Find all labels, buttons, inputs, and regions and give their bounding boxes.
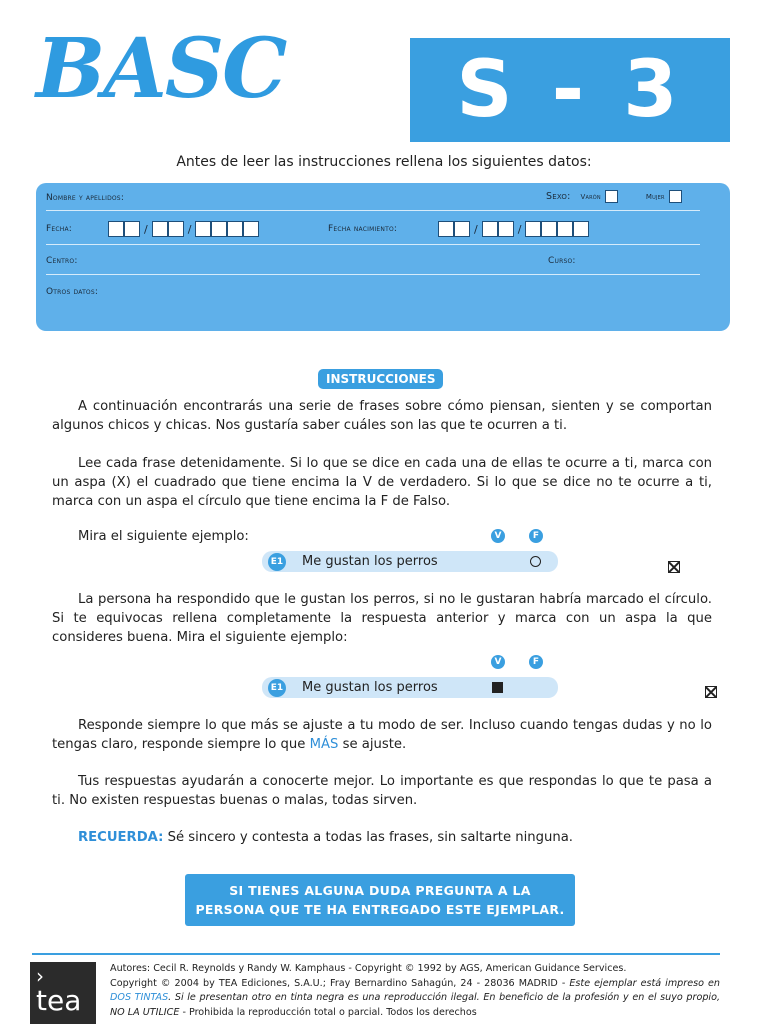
example-text: Me gustan los perros <box>302 554 438 569</box>
example-badge: E1 <box>268 553 286 571</box>
false-header-icon-2: F <box>529 655 543 669</box>
course-label: Curso: <box>548 256 576 266</box>
form-row-center <box>46 244 700 275</box>
example-1-row <box>262 551 558 572</box>
credits-rights: - Prohibida la reproducción total o parcial. Todos los derechos <box>179 1006 477 1018</box>
false-circle-empty[interactable] <box>530 556 541 567</box>
date-year-box-3[interactable] <box>227 221 243 237</box>
example-2-row <box>262 677 558 698</box>
instructions-paragraph-5: Tus respuestas ayudarán a conocerte mejor. Lo importante es que respondas lo que te pasa a ti. No existen respuestas buenas o malas, todas sirven. <box>52 774 712 808</box>
tea-logo <box>30 962 96 1024</box>
tea-logo-word: tea <box>36 984 82 1017</box>
instructions-paragraph-2: Lee cada frase detenidamente. Si lo que se dice en cada una de ellas te ocurre a ti, marca con un aspa (X) el cuadrado que tiene encima la V de verdadero. Si lo que se dice no te ocurre a ti, marca con un aspa el círculo que tiene encima la F de Falso. <box>52 456 712 509</box>
instructions-heading: INSTRUCCIONES <box>318 369 443 389</box>
birth-year-box-4[interactable] <box>573 221 589 237</box>
copyright-credits <box>110 962 720 1020</box>
date-month-box-1[interactable] <box>152 221 168 237</box>
level-banner: S - 3 <box>410 38 730 142</box>
male-label: Varón <box>580 192 601 201</box>
footer-rule <box>32 953 720 955</box>
name-label: Nombre y apellidos: <box>46 193 125 203</box>
personal-data-form <box>36 183 730 331</box>
birth-year-box-2[interactable] <box>541 221 557 237</box>
birth-day-box-1[interactable] <box>438 221 454 237</box>
birth-year-box-3[interactable] <box>557 221 573 237</box>
cta-line-1: SI TIENES ALGUNA DUDA PREGUNTA A LA <box>229 883 531 898</box>
birth-month-box-1[interactable] <box>482 221 498 237</box>
credits-copyright: Copyright © 2004 by TEA Ediciones, S.A.U.; Fray Bernardino Sahagún, 24 - 28036 MADRID - <box>110 977 570 989</box>
true-header-icon: V <box>491 529 505 543</box>
instructions-paragraph-1: A continuación encontrarás una serie de frases sobre cómo piensan, sienten y se comportan algunos chicos y chicas. Nos gustaría saber cuáles son las que te ocurren a ti. <box>52 399 712 433</box>
date-field[interactable] <box>108 221 259 237</box>
credits-notice-b: . Si le presentan otro en tinta negra es una reproducción ilegal. En beneficio de la profesión y en el suyo propio, NO LA UTILICE <box>110 992 720 1018</box>
remember-text: Sé sincero y contesta a todas las frases, sin saltarte ninguna. <box>163 830 573 845</box>
example-text-2: Me gustan los perros <box>302 680 438 695</box>
basc-logo: BASC <box>36 21 286 117</box>
female-label: Mujer <box>645 192 665 201</box>
cta-line-2: PERSONA QUE TE HA ENTREGADO ESTE EJEMPLAR. <box>195 902 565 917</box>
date-day-box-2[interactable] <box>124 221 140 237</box>
date-day-box-1[interactable] <box>108 221 124 237</box>
birth-date-field[interactable] <box>438 221 589 237</box>
tea-logo-mark-icon: › <box>36 964 44 988</box>
female-checkbox[interactable] <box>669 190 682 203</box>
birth-slash-2: / <box>517 222 522 236</box>
birth-month-box-2[interactable] <box>498 221 514 237</box>
form-intro: Antes de leer las instrucciones rellena los siguientes datos: <box>176 154 592 170</box>
example-intro: Mira el siguiente ejemplo: <box>78 529 249 544</box>
p4-text-a: Responde siempre lo que más se ajuste a tu modo de ser. Incluso cuando tengas dudas y no lo tengas claro, responde siempre lo que <box>52 718 712 752</box>
date-year-box-2[interactable] <box>211 221 227 237</box>
false-circle-crossed[interactable] <box>705 686 717 698</box>
credits-notice-a: Este ejemplar está impreso en <box>569 977 721 989</box>
instructions-paragraph-3: La persona ha respondido que le gustan los perros, si no le gustaran habría marcado el círculo. Si te equivocas rellena completamente la respuesta anterior y marca con un aspa la que consideres buena. Mira el siguiente ejemplo: <box>52 592 712 645</box>
remember-label: RECUERDA: <box>78 830 164 845</box>
instructions-paragraph-4 <box>52 716 712 754</box>
birth-year-box-1[interactable] <box>525 221 541 237</box>
example-badge-2: E1 <box>268 679 286 697</box>
male-checkbox[interactable] <box>605 190 618 203</box>
true-header-icon-2: V <box>491 655 505 669</box>
birth-date-label: Fecha nacimiento: <box>328 224 398 234</box>
form-row-name <box>46 183 700 211</box>
other-data-label: Otros datos: <box>46 287 99 297</box>
date-label: Fecha: <box>46 224 73 234</box>
date-year-box-1[interactable] <box>195 221 211 237</box>
sex-group <box>546 190 682 203</box>
credits-two-inks: DOS TINTAS <box>110 992 169 1003</box>
true-box-crossed[interactable] <box>668 561 680 573</box>
ask-question-banner <box>185 874 575 926</box>
date-slash-1: / <box>144 222 148 236</box>
remember-line <box>52 828 712 847</box>
form-row-dates <box>46 210 700 245</box>
birth-slash-1: / <box>474 222 478 236</box>
sex-label: Sexo: <box>546 191 571 202</box>
date-month-box-2[interactable] <box>168 221 184 237</box>
center-label: Centro: <box>46 256 78 266</box>
p4-emphasis: MÁS <box>309 737 339 752</box>
false-header-icon: F <box>529 529 543 543</box>
credits-authors: Autores: Cecil R. Reynolds y Randy W. Kamphaus - Copyright © 1992 by AGS, American Guidance Services. <box>110 963 627 974</box>
date-slash-2: / <box>187 222 192 236</box>
birth-day-box-2[interactable] <box>454 221 470 237</box>
true-box-filled[interactable] <box>492 682 503 693</box>
date-year-box-4[interactable] <box>243 221 259 237</box>
p4-text-b: se ajuste. <box>338 737 407 752</box>
